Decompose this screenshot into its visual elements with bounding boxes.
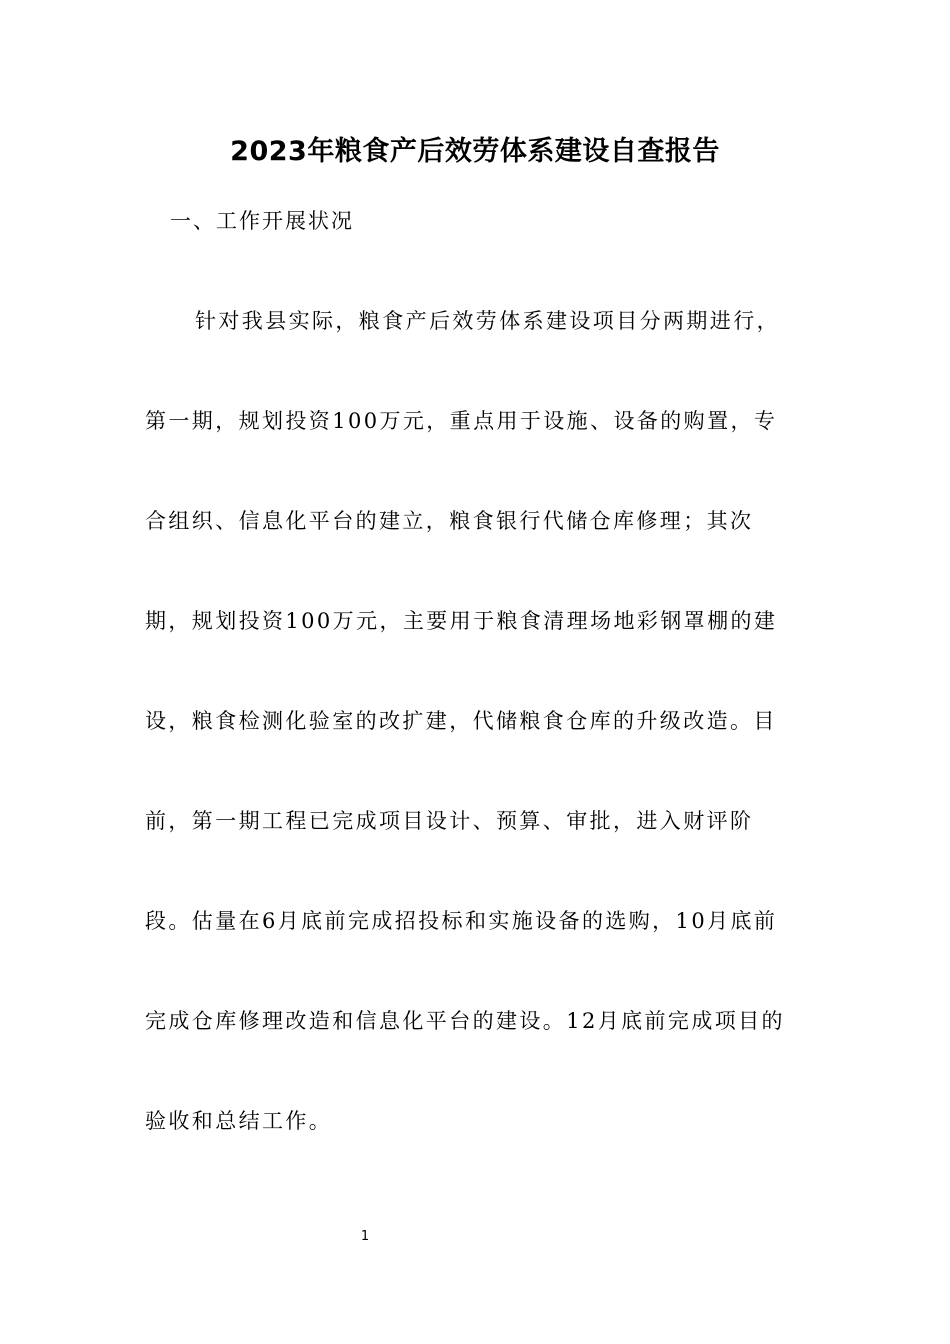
paragraph-line: 验收和总结工作。 [145, 1109, 333, 1133]
paragraph-line: 第一期，规划投资100万元，重点用于设施、设备的购置，专 [145, 409, 778, 433]
paragraph-line: 完成仓库修理改造和信息化平台的建设。12月底前完成项目的 [145, 1009, 785, 1033]
section-heading: 一、工作开展状况 [170, 209, 354, 233]
paragraph-line: 段。估量在6月底前完成招投标和实施设备的选购，10月底前 [145, 909, 778, 933]
page-number: 1 [360, 1229, 370, 1244]
document-title: 2023年粮食产后效劳体系建设自查报告 [230, 136, 720, 167]
paragraph-line: 前，第一期工程已完成项目设计、预算、审批，进入财评阶 [145, 809, 754, 833]
paragraph-line: 合组织、信息化平台的建立，粮食银行代储仓库修理；其次 [145, 509, 754, 533]
paragraph-line: 期，规划投资100万元，主要用于粮食清理场地彩钢罩棚的建 [145, 609, 778, 633]
paragraph-line: 针对我县实际，粮食产后效劳体系建设项目分两期进行， [195, 309, 780, 333]
paragraph-line: 设，粮食检测化验室的改扩建，代储粮食仓库的升级改造。目 [145, 709, 777, 733]
